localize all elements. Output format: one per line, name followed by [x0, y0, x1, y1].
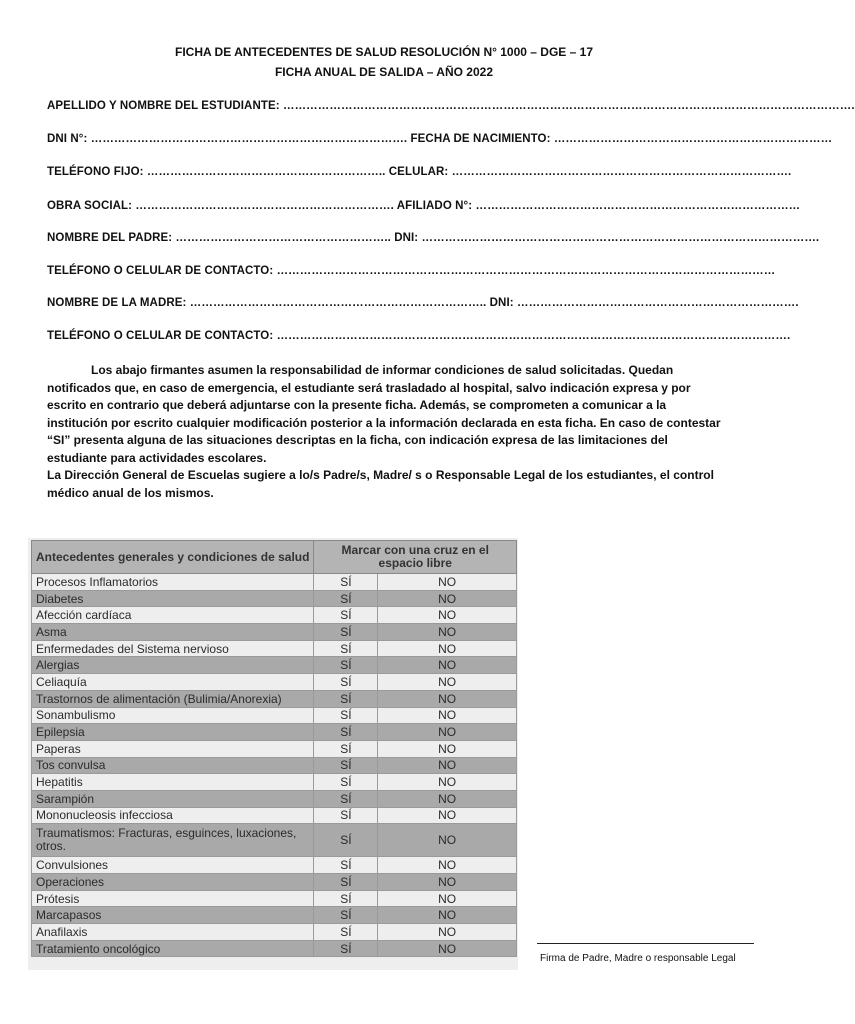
- consent-paragraph: [47, 362, 727, 502]
- condition-label: Operaciones: [32, 874, 314, 891]
- condition-label: Paperas: [32, 740, 314, 757]
- condition-label: Marcapasos: [32, 907, 314, 924]
- si-checkbox-cell[interactable]: SÍ: [314, 774, 378, 791]
- signature-label: Firma de Padre, Madre o responsable Legal: [540, 953, 736, 964]
- table-row: [32, 724, 517, 741]
- document-title: FICHA DE ANTECEDENTES DE SALUD RESOLUCIÓN N° 1000 – DGE – 17: [175, 45, 593, 59]
- no-checkbox-cell[interactable]: NO: [378, 790, 517, 807]
- recommendation-text: La Dirección General de Escuelas sugiere a lo/s Padre/s, Madre/ s o Responsable Legal de los estudiantes, el control médico anual de los mismos.: [47, 468, 714, 500]
- health-conditions-scan: [28, 538, 518, 970]
- si-checkbox-cell[interactable]: SÍ: [314, 624, 378, 641]
- document-subtitle: FICHA ANUAL DE SALIDA – AÑO 2022: [274, 65, 494, 79]
- condition-label: Sarampión: [32, 790, 314, 807]
- condition-label: Trastornos de alimentación (Bulimia/Anorexia): [32, 690, 314, 707]
- condition-label: Asma: [32, 624, 314, 641]
- no-checkbox-cell[interactable]: NO: [378, 690, 517, 707]
- condition-label: Mononucleosis infecciosa: [32, 807, 314, 824]
- table-row: [32, 624, 517, 641]
- no-checkbox-cell[interactable]: NO: [378, 874, 517, 891]
- si-checkbox-cell[interactable]: SÍ: [314, 574, 378, 591]
- father-field[interactable]: NOMBRE DEL PADRE: ……………………………………………….. DNI: ………………………………………………………………………………………….: [47, 232, 820, 244]
- no-checkbox-cell[interactable]: NO: [378, 924, 517, 941]
- table-row: [32, 674, 517, 691]
- table-row: [32, 824, 517, 857]
- table-row: [32, 740, 517, 757]
- condition-label: Epilepsia: [32, 724, 314, 741]
- consent-text: Los abajo firmantes asumen la responsabilidad de informar condiciones de salud solicitadas. Quedan notificados que, en caso de emergencia, el estudiante será trasladado al hospital, salvo indicación expresa y por escrito en contrario que deberá adjuntarse con la presente ficha. Además, se comprometen a comunicar a la institución por escrito cualquier modificación posterior a la información declarada en esta ficha. En caso de contestar “SI” presenta alguna de las situaciones descriptas en la ficha, con indicación expresa de las limitaciones del estudiante para actividades escolares.: [47, 363, 721, 465]
- si-checkbox-cell[interactable]: SÍ: [314, 824, 378, 857]
- table-row: [32, 924, 517, 941]
- condition-label: Hepatitis: [32, 774, 314, 791]
- insurance-field[interactable]: OBRA SOCIAL: …………………………………………………………. AFILIADO N°: …………………………………………………………………………: [47, 200, 801, 212]
- condition-label: Sonambulismo: [32, 707, 314, 724]
- mother-contact-field[interactable]: TELÉFONO O CELULAR DE CONTACTO: …………………………………………………………………………………………………………………….: [47, 330, 791, 342]
- si-checkbox-cell[interactable]: SÍ: [314, 790, 378, 807]
- table-row: [32, 757, 517, 774]
- condition-label: Anafilaxis: [32, 924, 314, 941]
- condition-label: Prótesis: [32, 890, 314, 907]
- table-row: [32, 790, 517, 807]
- table-row: [32, 607, 517, 624]
- no-checkbox-cell[interactable]: NO: [378, 857, 517, 874]
- table-row: [32, 590, 517, 607]
- no-checkbox-cell[interactable]: NO: [378, 607, 517, 624]
- table-row: [32, 640, 517, 657]
- condition-label: Procesos Inflamatorios: [32, 574, 314, 591]
- no-checkbox-cell[interactable]: NO: [378, 774, 517, 791]
- no-checkbox-cell[interactable]: NO: [378, 574, 517, 591]
- si-checkbox-cell[interactable]: SÍ: [314, 940, 378, 957]
- phone-mobile-field[interactable]: TELÉFONO FIJO: …………………………………………………….. CELULAR: …………………………………………………………………………….: [47, 166, 792, 178]
- student-name-field[interactable]: APELLIDO Y NOMBRE DEL ESTUDIANTE: ………………………………………………………………………………………………………………………………….: [47, 100, 855, 112]
- condition-label: Convulsiones: [32, 857, 314, 874]
- si-checkbox-cell[interactable]: SÍ: [314, 757, 378, 774]
- si-checkbox-cell[interactable]: SÍ: [314, 874, 378, 891]
- si-checkbox-cell[interactable]: SÍ: [314, 890, 378, 907]
- si-checkbox-cell[interactable]: SÍ: [314, 590, 378, 607]
- table-row: [32, 574, 517, 591]
- si-checkbox-cell[interactable]: SÍ: [314, 907, 378, 924]
- father-contact-field[interactable]: TELÉFONO O CELULAR DE CONTACTO: …………………………………………………………………………………………………………………: [47, 265, 776, 277]
- no-checkbox-cell[interactable]: NO: [378, 940, 517, 957]
- conditions-column-header: Antecedentes generales y condiciones de salud: [32, 541, 314, 574]
- table-row: [32, 940, 517, 957]
- signature-line[interactable]: [537, 943, 754, 944]
- no-checkbox-cell[interactable]: NO: [378, 890, 517, 907]
- si-checkbox-cell[interactable]: SÍ: [314, 724, 378, 741]
- no-checkbox-cell[interactable]: NO: [378, 624, 517, 641]
- condition-label: Tos convulsa: [32, 757, 314, 774]
- table-row: [32, 857, 517, 874]
- condition-label: Diabetes: [32, 590, 314, 607]
- si-checkbox-cell[interactable]: SÍ: [314, 807, 378, 824]
- no-checkbox-cell[interactable]: NO: [378, 657, 517, 674]
- no-checkbox-cell[interactable]: NO: [378, 640, 517, 657]
- condition-label: Alergias: [32, 657, 314, 674]
- table-row: [32, 807, 517, 824]
- table-row: [32, 690, 517, 707]
- si-checkbox-cell[interactable]: SÍ: [314, 674, 378, 691]
- no-checkbox-cell[interactable]: NO: [378, 707, 517, 724]
- no-checkbox-cell[interactable]: NO: [378, 757, 517, 774]
- si-checkbox-cell[interactable]: SÍ: [314, 657, 378, 674]
- no-checkbox-cell[interactable]: NO: [378, 907, 517, 924]
- condition-label: Afección cardíaca: [32, 607, 314, 624]
- table-row: [32, 907, 517, 924]
- no-checkbox-cell[interactable]: NO: [378, 740, 517, 757]
- no-checkbox-cell[interactable]: NO: [378, 824, 517, 857]
- table-row: [32, 707, 517, 724]
- si-checkbox-cell[interactable]: SÍ: [314, 607, 378, 624]
- condition-label: Enfermedades del Sistema nervioso: [32, 640, 314, 657]
- table-row: [32, 874, 517, 891]
- mark-column-header: Marcar con una cruz en el espacio libre: [314, 541, 517, 574]
- table-row: [32, 657, 517, 674]
- health-conditions-table: [31, 540, 517, 957]
- no-checkbox-cell[interactable]: NO: [378, 724, 517, 741]
- condition-label: Celiaquía: [32, 674, 314, 691]
- table-row: [32, 774, 517, 791]
- no-checkbox-cell[interactable]: NO: [378, 590, 517, 607]
- si-checkbox-cell[interactable]: SÍ: [314, 924, 378, 941]
- si-checkbox-cell[interactable]: SÍ: [314, 857, 378, 874]
- si-checkbox-cell[interactable]: SÍ: [314, 707, 378, 724]
- si-checkbox-cell[interactable]: SÍ: [314, 690, 378, 707]
- no-checkbox-cell[interactable]: NO: [378, 674, 517, 691]
- condition-label: Traumatismos: Fracturas, esguinces, luxaciones, otros.: [32, 824, 314, 857]
- si-checkbox-cell[interactable]: SÍ: [314, 740, 378, 757]
- dni-birthdate-field[interactable]: DNI N°: ………………………………………………………………………. FECHA DE NACIMIENTO: ………………………………………………………………: [47, 133, 833, 145]
- si-checkbox-cell[interactable]: SÍ: [314, 640, 378, 657]
- mother-field[interactable]: NOMBRE DE LA MADRE: ………………………………………………………………….. DNI: ……………………………………………………………….: [47, 297, 799, 309]
- condition-label: Tratamiento oncológico: [32, 940, 314, 957]
- no-checkbox-cell[interactable]: NO: [378, 807, 517, 824]
- table-row: [32, 890, 517, 907]
